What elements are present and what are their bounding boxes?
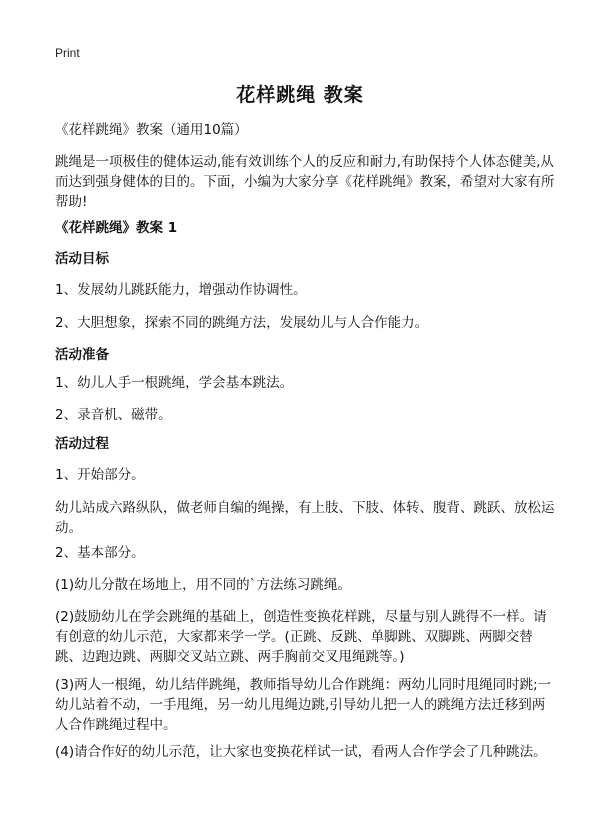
process-item-1: (1)幼儿分散在场地上，用不同的`方法练习跳绳。: [55, 577, 351, 593]
process-heading: 活动过程: [55, 436, 109, 452]
process-step-1-detail: 幼儿站成六路纵队，做老师自编的绳操，有上肢、下肢、体转、腹背、跳跃、放松运动。: [55, 500, 555, 536]
print-label: Print: [55, 46, 80, 60]
prep-heading: 活动准备: [55, 347, 109, 363]
intro-paragraph: 跳绳是一项极佳的健体运动,能有效训练个人的反应和耐力,有助保持个人体态健美,从而达到强身健体的目的。下面，小编为大家分享《花样跳绳》教案，希望对大家有所帮助!: [55, 154, 555, 210]
goal-item-1: 1、发展幼儿跳跃能力，增强动作协调性。: [55, 282, 307, 298]
process-step-2: 2、基本部分。: [55, 545, 145, 561]
process-item-4: (4)请合作好的幼儿示范，让大家也变换花样试一试，看两人合作学会了几种跳法。: [55, 744, 547, 760]
prep-item-1: 1、幼儿人手一根跳绳，学会基本跳法。: [55, 375, 294, 391]
process-item-2: (2)鼓励幼儿在学会跳绳的基础上，创造性变换花样跳，尽量与别人跳得不一样。请有创意的幼儿示范，大家都来学一学。(正跳、反跳、单脚跳、双脚跳、两脚交替跳、边跑边跳、两脚交叉站立跳、两手胸前交叉甩绳跳等。): [55, 609, 547, 665]
prep-item-2: 2、录音机、磁带。: [55, 407, 172, 423]
goal-item-2: 2、大胆想象，探索不同的跳绳方法，发展幼儿与人合作能力。: [55, 315, 429, 331]
process-item-3: (3)两人一根绳，幼儿结伴跳绳，教师指导幼儿合作跳绳：两幼儿同时甩绳同时跳;一幼儿站着不动，一手甩绳，另一幼儿甩绳边跳,引导幼儿把一人的跳绳方法迁移到两人合作跳绳过程中。: [55, 677, 552, 733]
process-step-1: 1、开始部分。: [55, 467, 145, 483]
goals-heading: 活动目标: [55, 251, 109, 267]
document-subtitle: 《花样跳绳》教案（通用10篇）: [55, 122, 248, 138]
page-title: 花样跳绳 教案: [236, 84, 364, 106]
section-title: 《花样跳绳》教案 1: [55, 220, 178, 236]
